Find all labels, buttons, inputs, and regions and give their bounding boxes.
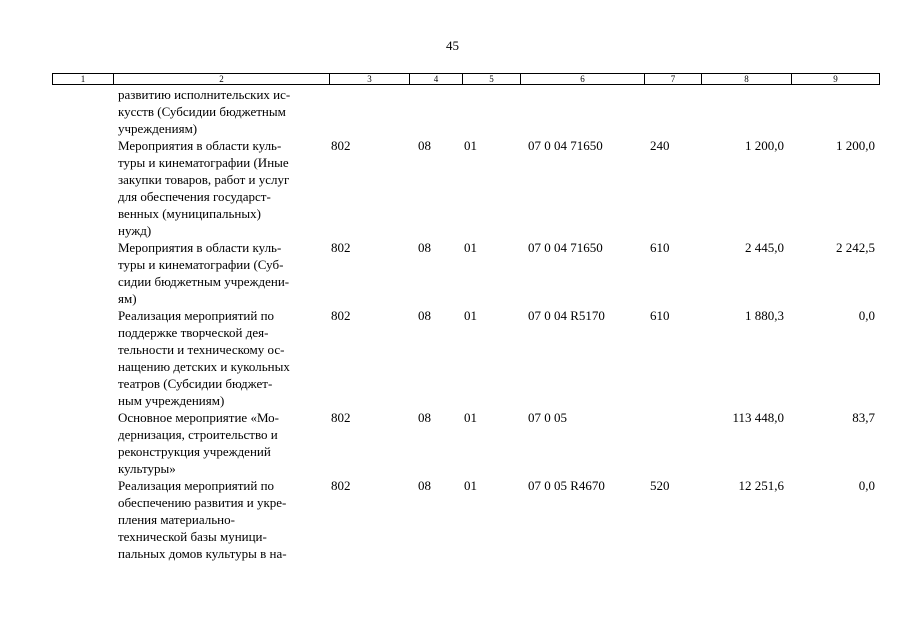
header-col-2: 2 — [113, 74, 329, 84]
executed-amount: 2 242,5 — [836, 240, 875, 255]
row-description-line: для обеспечения государст- — [118, 189, 271, 204]
chapter-code: 802 — [331, 410, 351, 425]
approved-amount: 113 448,0 — [732, 410, 784, 425]
subsection-code: 01 — [464, 308, 477, 323]
header-col-8: 8 — [701, 74, 791, 84]
table-header — [52, 73, 880, 85]
executed-amount: 83,7 — [852, 410, 875, 425]
table-row — [0, 477, 905, 562]
row-description-line: театров (Субсидии бюджет- — [118, 376, 273, 391]
table-body — [0, 86, 905, 562]
row-description — [118, 307, 318, 409]
row-description-line: обеспечению развития и укре- — [118, 495, 287, 510]
row-description-line: Реализация мероприятий по — [118, 308, 275, 323]
header-col-6: 6 — [520, 74, 644, 84]
row-description-line: закупки товаров, работ и услуг — [118, 172, 290, 187]
chapter-code: 802 — [331, 240, 351, 255]
table-row — [0, 137, 905, 239]
chapter-code: 802 — [331, 308, 351, 323]
section-code: 08 — [418, 308, 431, 323]
row-description-line: развитию исполнительских ис- — [118, 87, 291, 102]
row-description-line: ным учреждениям) — [118, 393, 225, 408]
row-description-line: нащению детских и кукольных — [118, 359, 290, 374]
row-description-line: туры и кинематографии (Суб- — [118, 257, 284, 272]
row-description-line: культуры» — [118, 461, 176, 476]
row-description-line: пления материально- — [118, 512, 235, 527]
row-description-line: туры и кинематографии (Иные — [118, 155, 289, 170]
expense-type-code: 610 — [650, 308, 670, 323]
approved-amount: 1 200,0 — [745, 138, 784, 153]
row-description — [118, 239, 318, 307]
row-description — [118, 477, 318, 562]
header-col-4: 4 — [409, 74, 462, 84]
section-code: 08 — [418, 240, 431, 255]
executed-amount: 0,0 — [858, 308, 875, 323]
row-description-line: нужд) — [118, 223, 152, 238]
row-description-line: кусств (Субсидии бюджетным — [118, 104, 286, 119]
page-number: 45 — [446, 38, 459, 53]
expense-type-code: 520 — [650, 478, 670, 493]
approved-amount: 1 880,3 — [745, 308, 784, 323]
executed-amount: 0,0 — [858, 478, 875, 493]
section-code: 08 — [418, 138, 431, 153]
row-description-line: тельности и техническому ос- — [118, 342, 285, 357]
table-row — [0, 86, 905, 137]
approved-amount: 12 251,6 — [738, 478, 784, 493]
section-code: 08 — [418, 410, 431, 425]
row-description-line: дернизация, строительство и — [118, 427, 278, 442]
row-description-line: ям) — [118, 291, 137, 306]
expense-type-code: 240 — [650, 138, 670, 153]
subsection-code: 01 — [464, 138, 477, 153]
row-description — [118, 409, 318, 477]
row-description — [118, 137, 318, 239]
header-col-5: 5 — [462, 74, 520, 84]
table-row — [0, 307, 905, 409]
subsection-code: 01 — [464, 410, 477, 425]
subsection-code: 01 — [464, 240, 477, 255]
row-description-line: Мероприятия в области куль- — [118, 240, 282, 255]
row-description-line: пальных домов культуры в на- — [118, 546, 287, 561]
table-row — [0, 239, 905, 307]
target-article-code: 07 0 04 R5170 — [528, 308, 605, 323]
expense-type-code: 610 — [650, 240, 670, 255]
row-description-line: учреждениям) — [118, 121, 198, 136]
header-col-1: 1 — [80, 74, 86, 84]
target-article-code: 07 0 04 71650 — [528, 240, 603, 255]
row-description-line: поддержке творческой дея- — [118, 325, 269, 340]
row-description-line: реконструкция учреждений — [118, 444, 271, 459]
table-row — [0, 409, 905, 477]
subsection-code: 01 — [464, 478, 477, 493]
executed-amount: 1 200,0 — [836, 138, 875, 153]
chapter-code: 802 — [331, 138, 351, 153]
row-description-line: технической базы муници- — [118, 529, 267, 544]
chapter-code: 802 — [331, 478, 351, 493]
row-description-line: сидии бюджетным учреждени- — [118, 274, 290, 289]
header-col-7: 7 — [644, 74, 701, 84]
target-article-code: 07 0 05 R4670 — [528, 478, 605, 493]
row-description — [118, 86, 318, 137]
row-description-line: Реализация мероприятий по — [118, 478, 275, 493]
approved-amount: 2 445,0 — [745, 240, 784, 255]
row-description-line: венных (муниципальных) — [118, 206, 261, 221]
header-col-3: 3 — [329, 74, 409, 84]
target-article-code: 07 0 05 — [528, 410, 567, 425]
header-col-9: 9 — [791, 74, 879, 84]
row-description-line: Мероприятия в области куль- — [118, 138, 282, 153]
section-code: 08 — [418, 478, 431, 493]
row-description-line: Основное мероприятие «Мо- — [118, 410, 280, 425]
target-article-code: 07 0 04 71650 — [528, 138, 603, 153]
